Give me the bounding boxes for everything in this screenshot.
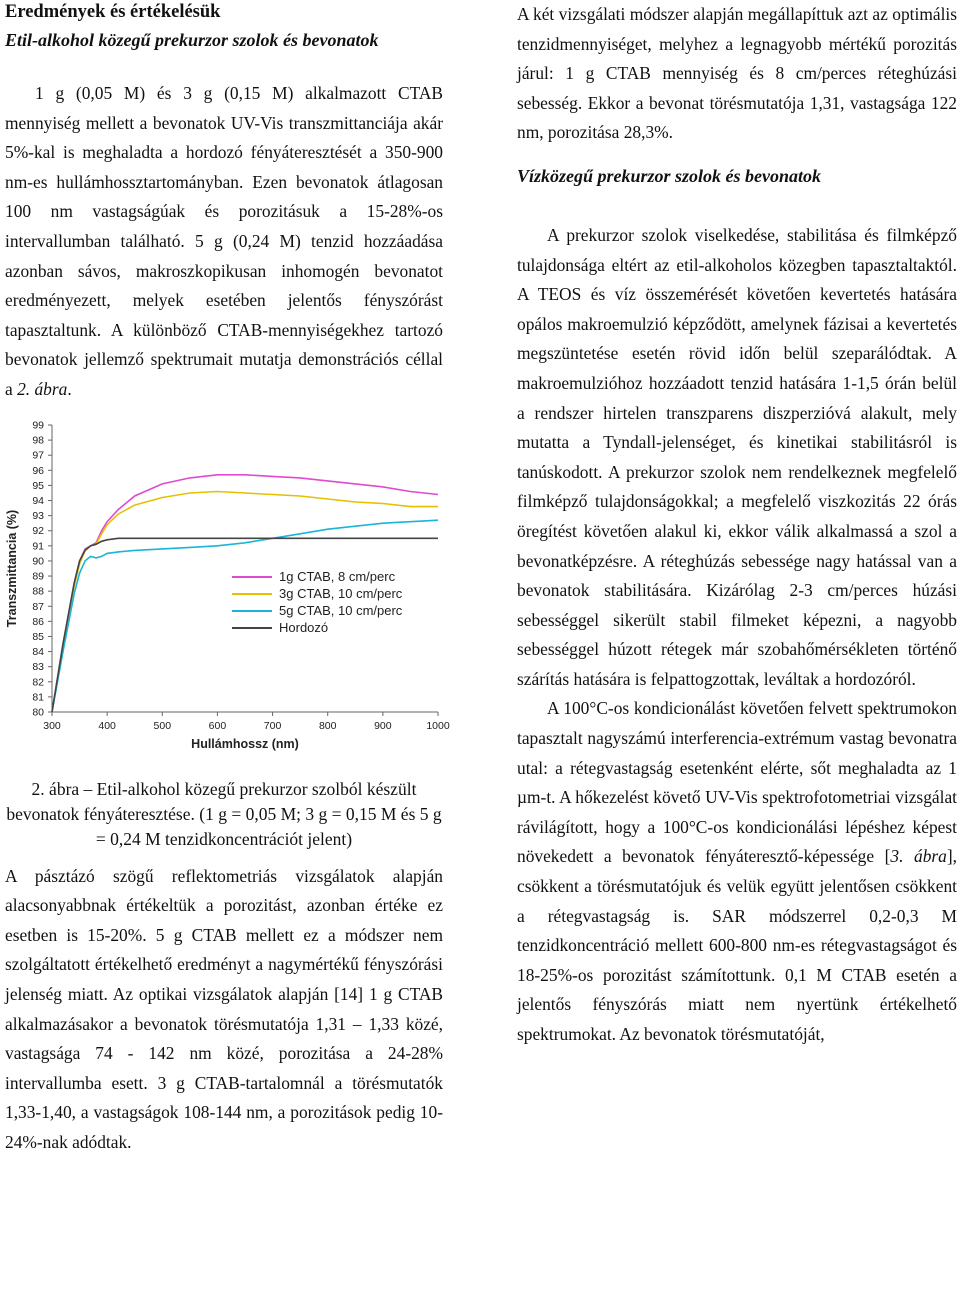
subsection-heading: Etil-alkohol közegű prekurzor szolok és bevonatok [5,30,379,50]
y-tick-label: 96 [32,464,44,477]
x-tick-label: 500 [153,719,172,732]
y-tick-label: 87 [32,600,44,613]
y-tick-label: 91 [32,539,44,552]
paragraph: A két vizsgálati módszer alapján megállapíttuk azt az optimális tenzidmennyiséget, melyhez a legnagyobb mértékű porozitás járul: 1 g CTAB mennyiség és 8 cm/perces réteghúzási sebesség. Ekkor a bevonat törésmutatója 1,31, vastagsága 122 nm, porozitása 28,3%. [517,4,957,143]
legend-label: 5g CTAB, 10 cm/perc [279,602,403,618]
y-tick-label: 90 [32,554,44,567]
y-tick-label: 94 [32,494,44,507]
y-tick-label: 93 [32,509,44,522]
y-tick-label: 86 [32,615,44,628]
x-tick-label: 1000 [426,719,450,732]
y-tick-label: 98 [32,434,44,447]
y-tick-label: 97 [32,449,44,462]
paragraph [5,79,443,405]
x-tick-label: 300 [43,719,61,732]
section-heading: Eredmények és értékelésük [5,2,221,22]
y-tick-label: 89 [32,570,44,583]
paragraph-text: ], csökkent a törésmutatójuk és velük együtt jelentősen csökkent a rétegvastagság is. SAR módszerrel 0,2-0,3 M tenzidkoncentráció mellett 600-800 nm-es rétegvastagságot és 18-25%-os porozitást számítottunk. 0,1 M CTAB esetén a jelentős fényszórás miatt nem nyertünk értékelhető spektrumokat. Az bevonatok törésmutatóját, [517,846,958,1044]
y-tick-label: 83 [32,660,44,673]
left-column [5,0,450,1157]
figure-reference: 3. ábra [890,846,947,867]
legend-label: 1g CTAB, 8 cm/perc [279,568,396,584]
y-tick-label: 81 [32,690,44,703]
right-column [517,0,957,1050]
transmittance-chart [5,417,450,769]
y-tick-label: 82 [32,675,44,688]
x-tick-label: 600 [208,719,227,732]
paragraph: A pásztázó szögű reflektometriás vizsgálatok alapján alacsonyabbnak értékeltük a porozitást, azonban értéke ez esetben is 15-20%. 5 g CTAB mellett ez a módszer nem szolgáltatott értékelhető eredményt a nagymértékű fényszórási jelenség miatt. Az optikai vizsgálatok alapján [14] 1 g CTAB alkalmazásakor a bevonatok törésmutatója 1,31 – 1,33 közé, vastagsága 74 - 142 nm közé, porozitása a 24-28% intervallumba esett. 3 g CTAB-tartalomnál a törésmutatók 1,33-1,40, a vastagságok 108-144 nm, a porozitások pedig 10-24%-nak adódtak. [5,865,443,1152]
y-tick-label: 84 [32,645,44,658]
paragraph-text: A 100°C-os kondicionálást követően felvett spektrumokon tapasztalt nagyszámú interferencia-extrémum vastag bevonatra utal: a rétegvastagság esetenként elérte, sőt meghaladta az 1 µm-t. A hőkezelést követő UV-Vis spektrofotometriai vizsgálat rávilágított, hogy a 100°C-os kondicionálási lépéshez képest növekedett a bevonatok fényáteresztő-képessége [ [517,698,957,867]
y-tick-label: 85 [32,630,44,643]
paragraph-text: 1 g (0,05 M) és 3 g (0,15 M) alkalmazott CTAB mennyiség mellett a bevonatok UV-Vis transzmittanciája akár 5%-kal is meghaladta a hordozó fényáteresztését a 350-900 nm-es hullámhossztartományban. Ezen bevonatok átlagosan 100 nm vastagságúak és porozitásuk a 15-28%-os intervallumban található. 5 g (0,24 M) tenzid hozzáadása azonban sávos, makroszkopikusan inhomogén bevonatot eredményezett, melyek esetében jelentős fényszórást tapasztaltunk. A különböző CTAB-mennyiségekhez tartozó bevonatok jellemző spektrumait mutatja demonstrációs céllal a [5,83,443,399]
y-tick-label: 88 [32,585,44,598]
legend-label: Hordozó [279,619,329,635]
subsection-heading: Vízközegű prekurzor szolok és bevonatok [517,165,822,186]
figure-reference: 2. ábra [17,378,68,399]
x-tick-label: 700 [263,719,282,732]
paragraph-text: . [67,378,72,399]
y-tick-label: 92 [32,524,44,537]
y-tick-label: 95 [32,479,44,492]
x-tick-label: 400 [98,719,116,732]
x-tick-label: 900 [374,719,392,732]
figure-caption: 2. ábra – Etil-alkohol közegű prekurzor szolból készült bevonatok fényáteresztése. (1 g = 0,05 M; 3 g = 0,15 M és 5 g = 0,24 M tenzidkoncentrációt jelent) [6,778,442,849]
y-tick-label: 99 [32,419,44,432]
y-axis-label: Transzmittancia (%) [5,509,19,627]
x-tick-label: 800 [318,719,337,732]
x-axis-label: Hullámhossz (nm) [191,736,299,751]
y-tick-label: 80 [32,706,44,719]
paragraph: A prekurzor szolok viselkedése, stabilitása és filmképző tulajdonsága eltért az etil-alkoholos közegben tapasztaltaktól. A TEOS és víz összemérését követően kevertetés hatására opálos makroemulzió képződött, amelynek fázisai a kevertetés megszüntetése esetén rövid időn belül szeparálódtak. A makroemulzióhoz hozzáadott tenzid hatására 1-1,5 órán belül a rendszer hirtelen transzparens diszperzióvá alakult, mely mutatta a Tyndall-jelenséget, és kinetikai stabilitásról is tanúskodott. A prekurzor szolok nem rendelkeznek megfelelő filmképző tulajdonságokkal; a megfelelő viszkozitás 22 órás öregítést követően alakul ki, ekkor válik alkalmassá a szol a bevonatképzésre. A réteghúzás sebessége nagy hatással van a bevonatok stabilitására. Kizárólag 2-3 cm/perces húzási sebességgel sikerült stabil filmeket képezni, a nagyobb sebességgel húzott rétegek már szobahőmérsékleten történő szárítás hatására is felpattogzottak, leváltak a hordozóról. [517,224,957,689]
legend-label: 3g CTAB, 10 cm/perc [279,585,403,601]
chart-svg [0,417,450,767]
paragraph [517,694,957,1049]
